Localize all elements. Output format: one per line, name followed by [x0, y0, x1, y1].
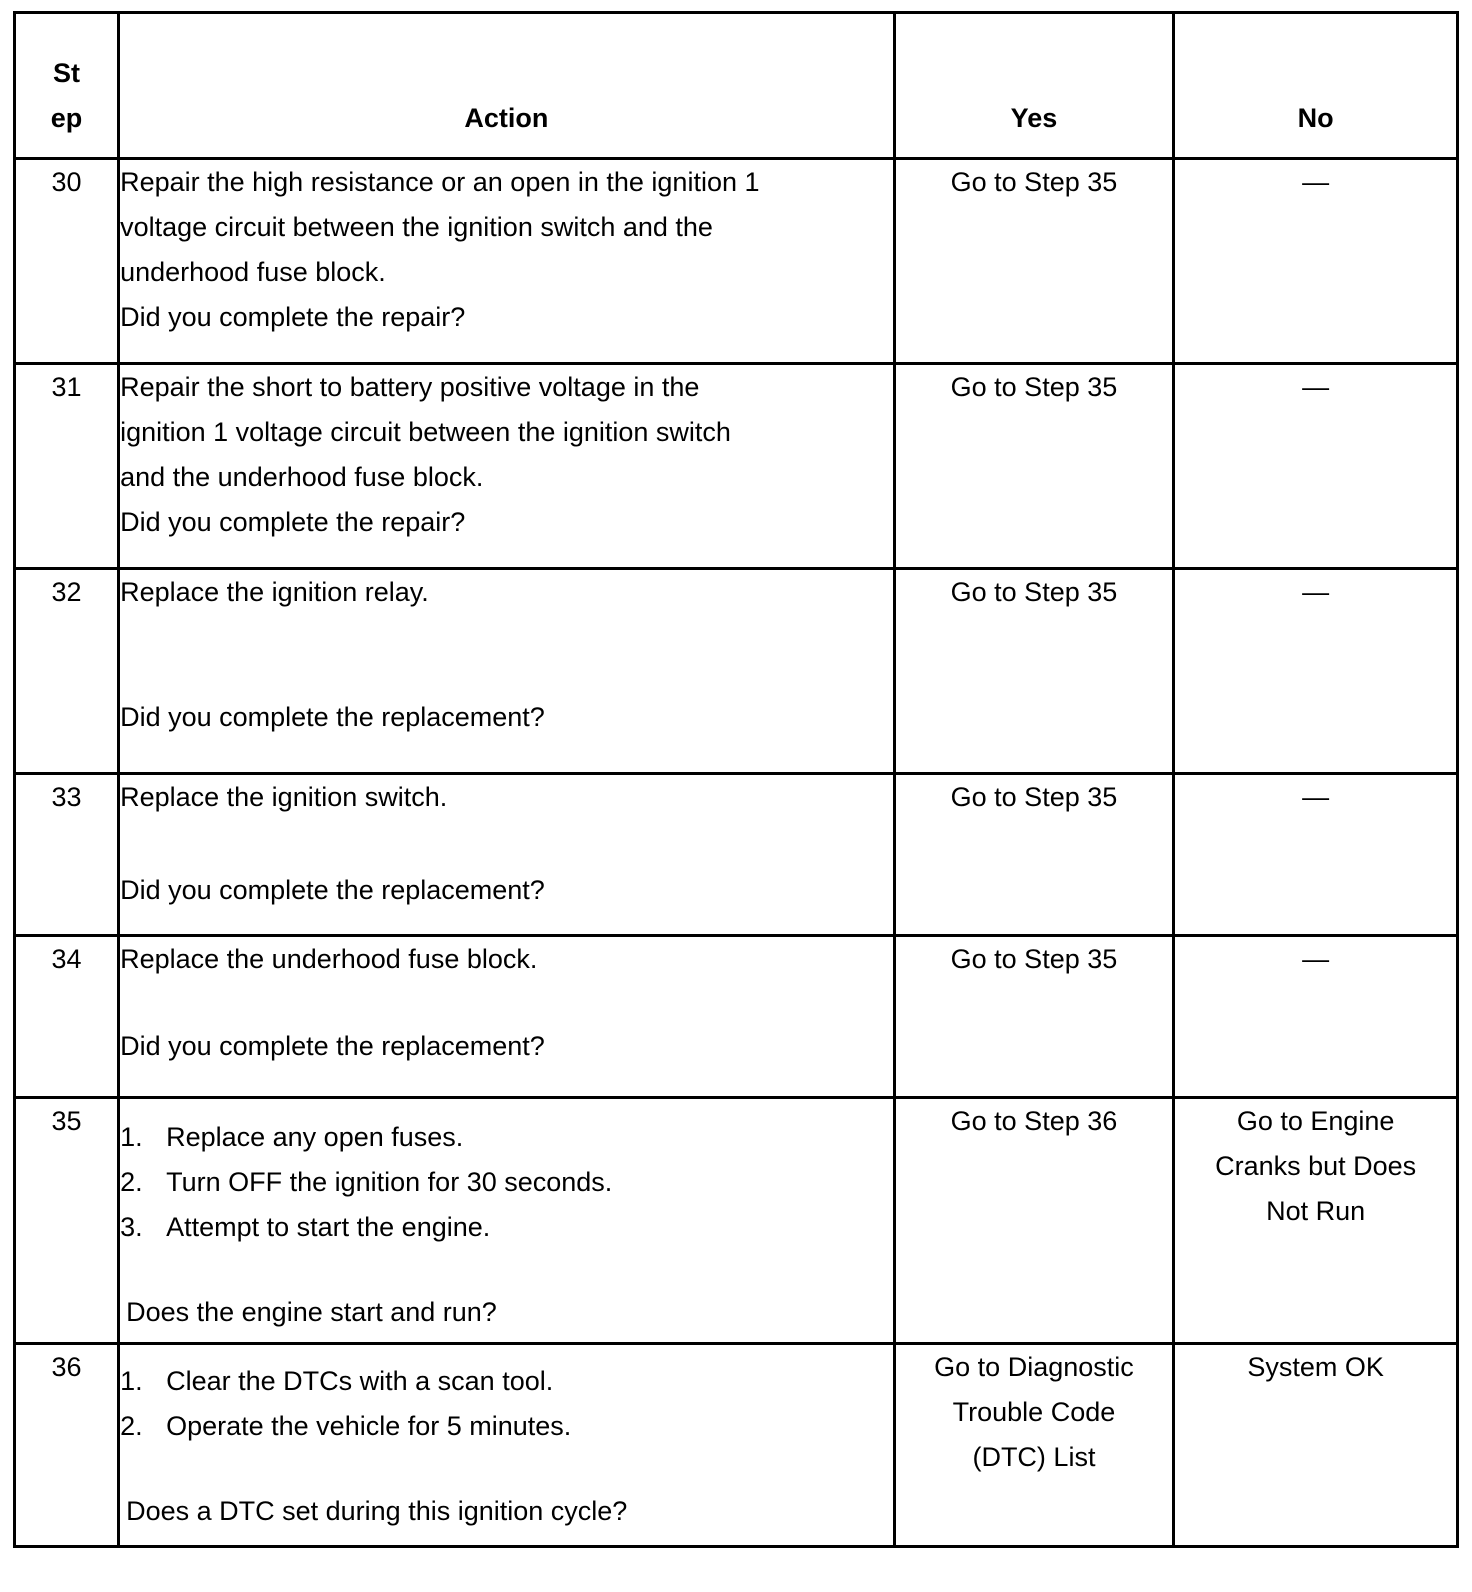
action-step-list	[120, 1115, 893, 1250]
yes-line: (DTC) List	[972, 1442, 1096, 1472]
no-line: Go to Engine	[1236, 1106, 1395, 1136]
list-text: Clear the DTCs with a scan tool.	[166, 1366, 554, 1396]
no-cell	[1174, 1098, 1458, 1344]
header-step: St ep	[15, 13, 119, 159]
table-row	[15, 936, 1458, 1098]
action-question: Does a DTC set during this ignition cycle?	[126, 1496, 628, 1526]
list-text: Attempt to start the engine.	[166, 1212, 491, 1242]
diagnostic-table	[13, 11, 1459, 1548]
action-cell	[119, 936, 895, 1098]
list-number: 2.	[120, 1411, 143, 1441]
action-step-list	[120, 1359, 893, 1449]
action-question: Did you complete the replacement?	[120, 1031, 545, 1061]
list-number: 1.	[120, 1122, 143, 1152]
yes-cell: Go to Step 36	[894, 1098, 1174, 1344]
action-question: Did you complete the repair?	[120, 302, 466, 332]
action-line: ignition 1 voltage circuit between the ignition switch	[120, 417, 731, 447]
list-item	[120, 1359, 893, 1404]
table-row	[15, 1344, 1458, 1547]
list-text: Replace any open fuses.	[166, 1122, 464, 1152]
yes-cell	[894, 1344, 1174, 1547]
yes-cell: Go to Step 35	[894, 159, 1174, 364]
action-cell	[119, 1098, 895, 1344]
no-cell: System OK	[1174, 1344, 1458, 1547]
table-row	[15, 569, 1458, 774]
no-line: Cranks but Does	[1215, 1151, 1417, 1181]
list-item	[120, 1160, 893, 1205]
action-question: Did you complete the replacement?	[120, 702, 545, 732]
action-line: Replace the underhood fuse block.	[120, 944, 538, 974]
yes-cell: Go to Step 35	[894, 364, 1174, 569]
list-text: Operate the vehicle for 5 minutes.	[166, 1411, 572, 1441]
step-number: 30	[15, 159, 119, 364]
table-row	[15, 774, 1458, 936]
no-line: Not Run	[1266, 1196, 1366, 1226]
no-cell: —	[1174, 774, 1458, 936]
action-cell	[119, 569, 895, 774]
action-question: Did you complete the replacement?	[120, 875, 545, 905]
yes-cell: Go to Step 35	[894, 774, 1174, 936]
list-item	[120, 1404, 893, 1449]
list-number: 1.	[120, 1366, 143, 1396]
header-action: Action	[119, 13, 895, 159]
action-line: Replace the ignition switch.	[120, 782, 448, 812]
header-no: No	[1174, 13, 1458, 159]
action-line: Repair the short to battery positive voltage in the	[120, 372, 700, 402]
table-row	[15, 364, 1458, 569]
yes-line: Go to Diagnostic	[934, 1352, 1134, 1382]
action-line: voltage circuit between the ignition switch and the	[120, 212, 713, 242]
list-number: 3.	[120, 1212, 143, 1242]
header-yes: Yes	[894, 13, 1174, 159]
table-row	[15, 1098, 1458, 1344]
no-cell: —	[1174, 159, 1458, 364]
action-line: and the underhood fuse block.	[120, 462, 484, 492]
list-item	[120, 1205, 893, 1250]
step-number: 35	[15, 1098, 119, 1344]
action-line: Replace the ignition relay.	[120, 577, 429, 607]
no-cell: —	[1174, 364, 1458, 569]
action-cell	[119, 774, 895, 936]
step-number: 34	[15, 936, 119, 1098]
step-number: 33	[15, 774, 119, 936]
action-line: Repair the high resistance or an open in the ignition 1	[120, 167, 760, 197]
yes-cell: Go to Step 35	[894, 569, 1174, 774]
action-question: Did you complete the repair?	[120, 507, 466, 537]
yes-line: Trouble Code	[952, 1397, 1116, 1427]
step-number: 36	[15, 1344, 119, 1547]
list-item	[120, 1115, 893, 1160]
action-line: underhood fuse block.	[120, 257, 386, 287]
list-number: 2.	[120, 1167, 143, 1197]
table-row	[15, 159, 1458, 364]
action-question: Does the engine start and run?	[126, 1297, 497, 1327]
step-number: 31	[15, 364, 119, 569]
action-cell	[119, 159, 895, 364]
list-text: Turn OFF the ignition for 30 seconds.	[166, 1167, 613, 1197]
yes-cell: Go to Step 35	[894, 936, 1174, 1098]
header-row	[15, 13, 1458, 159]
no-cell: —	[1174, 569, 1458, 774]
no-cell: —	[1174, 936, 1458, 1098]
step-number: 32	[15, 569, 119, 774]
action-cell	[119, 364, 895, 569]
action-cell	[119, 1344, 895, 1547]
